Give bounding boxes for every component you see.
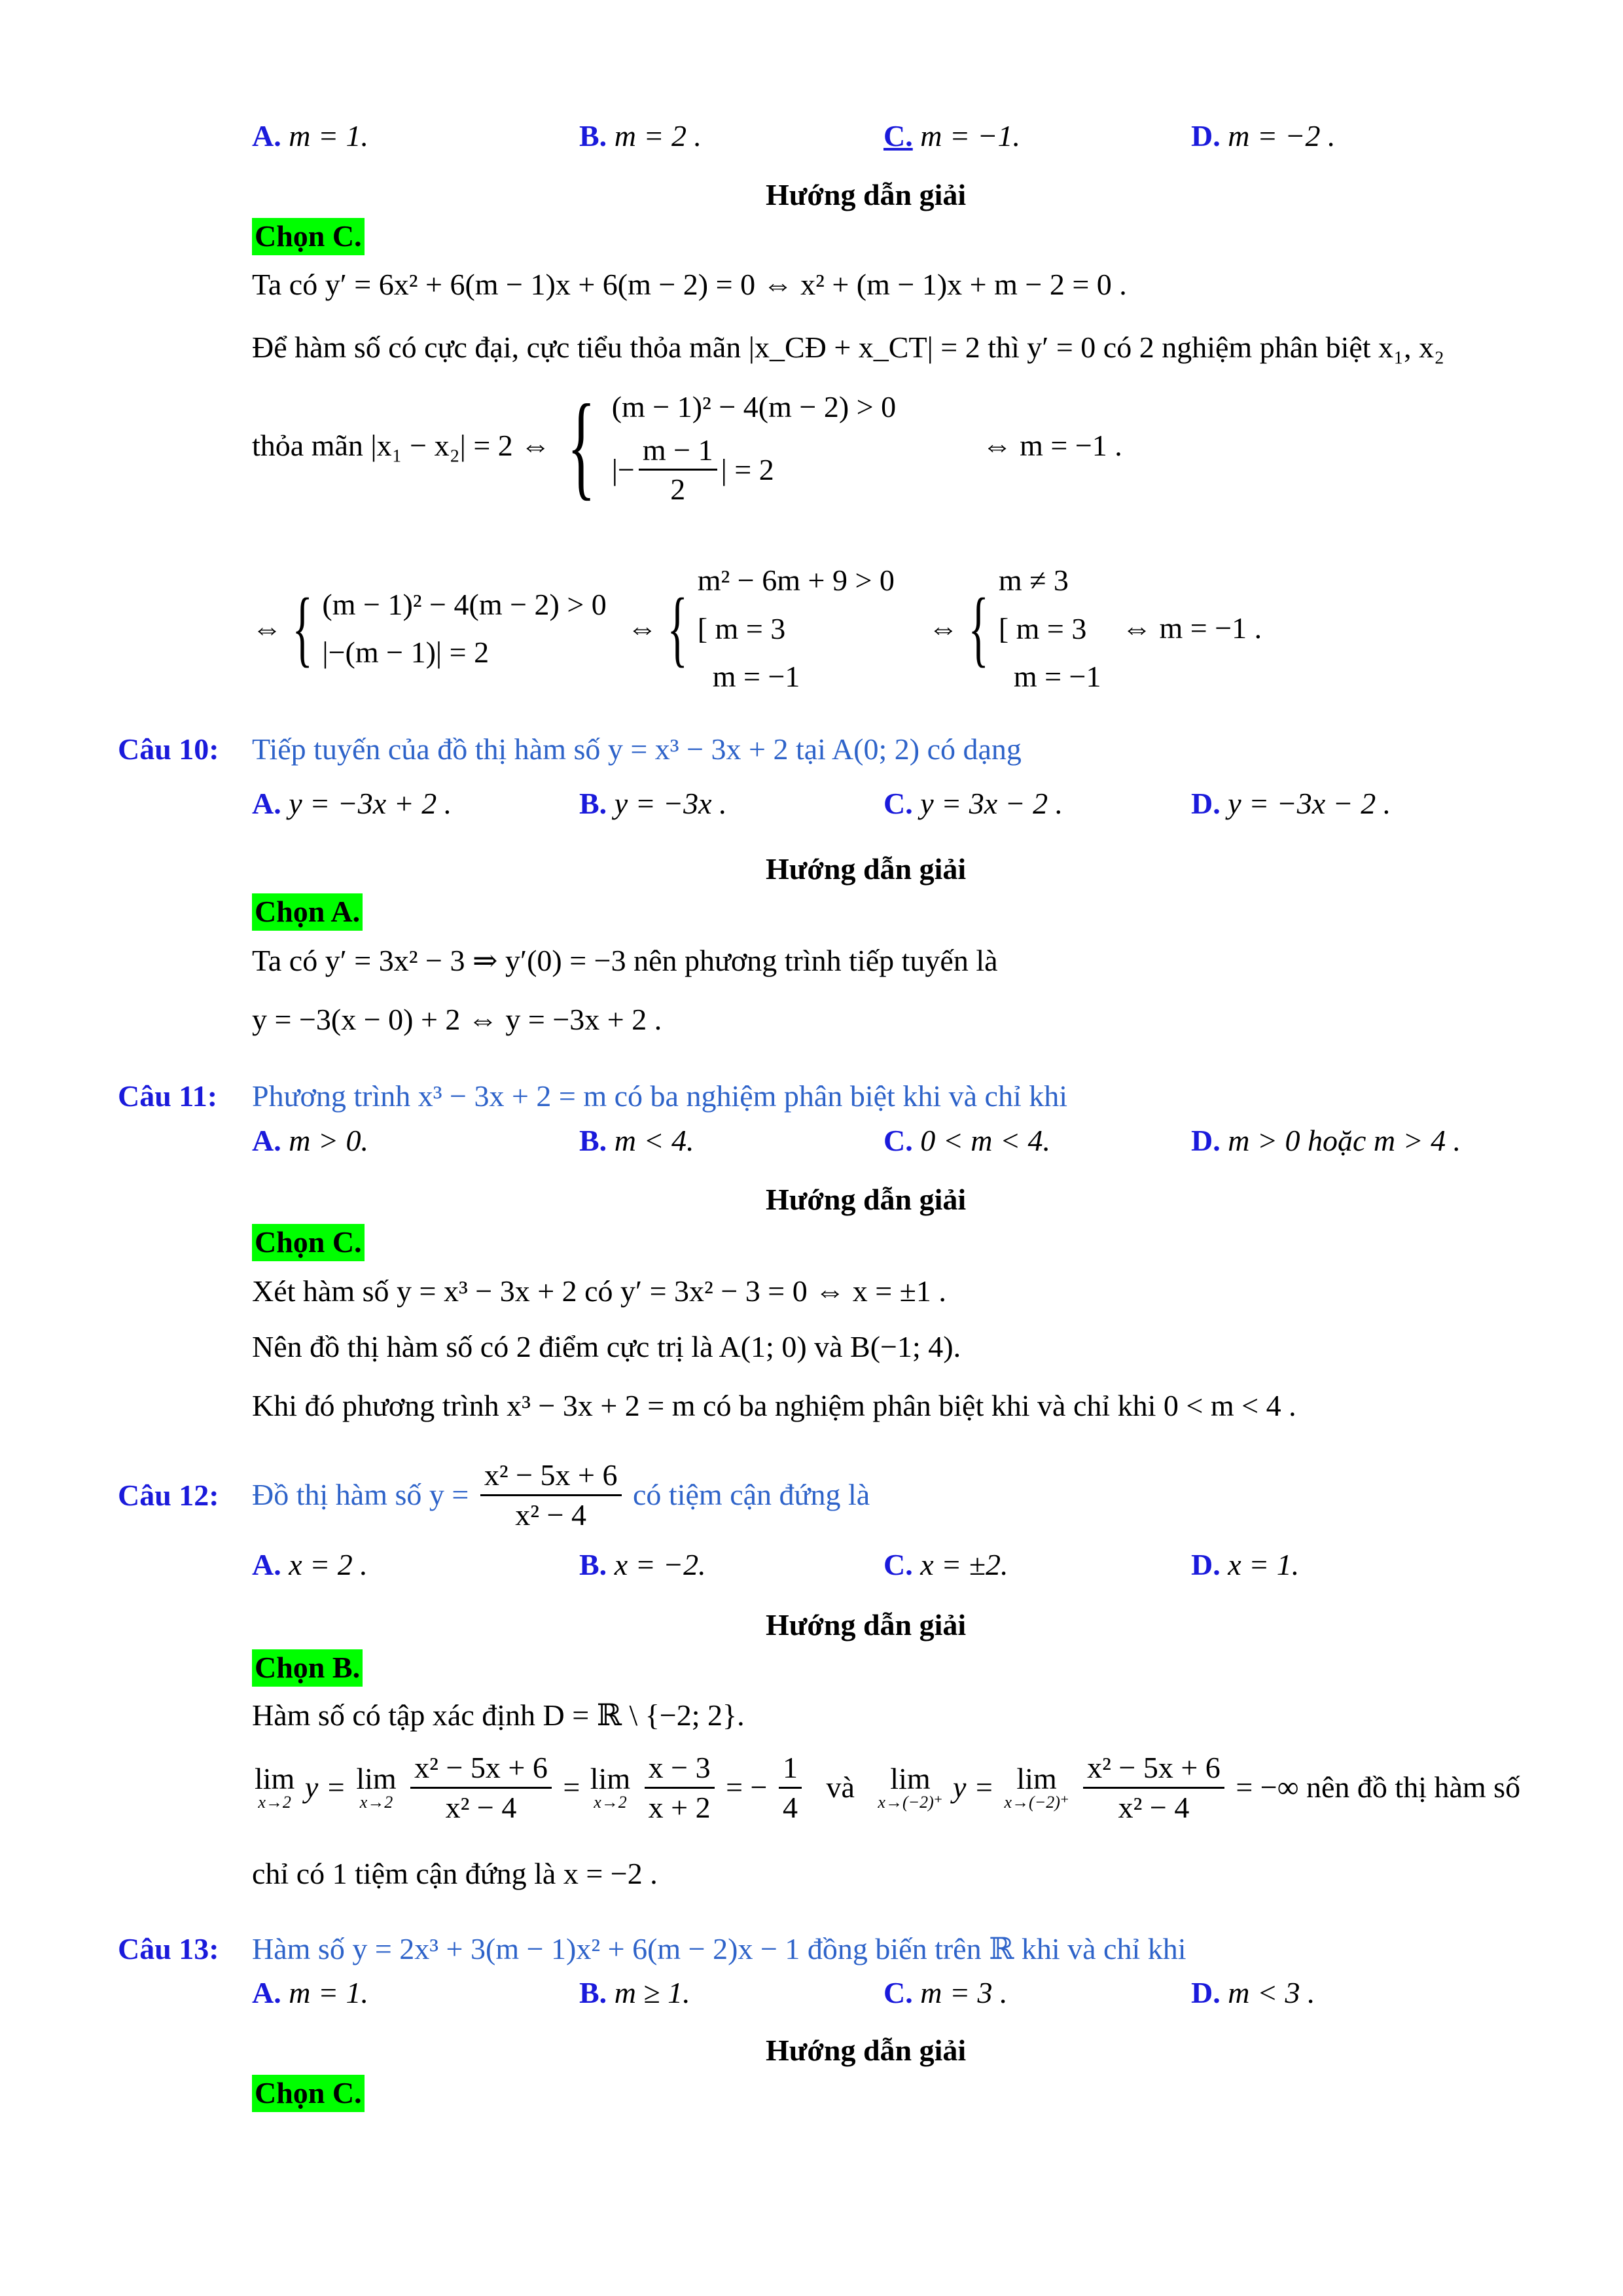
q9-solution-line1: Ta có y′ = 6x² + 6(m − 1)x + 6(m − 2) = 0 ⇔ x² + (m − 1)x + m − 2 = 0 . (252, 268, 1127, 301)
q13-label: Câu 13: (118, 1932, 219, 1965)
limit-3: lim x→2 (590, 1762, 631, 1812)
q9-option-b: B. m = 2 . (579, 119, 702, 152)
q9-system-1: (m − 1)² − 4(m − 2) > 0 |− $\frac{m - 1}{2}$ | = 2 (611, 390, 897, 507)
q10-solution-heading: Hướng dẫn giải (766, 852, 967, 886)
q9-option-d: D. m = −2 . (1191, 119, 1336, 152)
q11-solution-line3: Khi đó phương trình x³ − 3x + 2 = m có ba nghiệm phân biệt khi và chỉ khi 0 < m < 4 . (252, 1389, 1296, 1422)
q9-solution-line3: thỏa mãn |x₁ − x₂| = 2 ⇔ { (m − 1)² − 4(m − 2) > 0 |− $\frac{m - 1}{2}$ | = 2 ⇔ m = −1 . (252, 380, 1122, 511)
q13-option-b: B. m ≥ 1. (579, 1976, 690, 2009)
q9-answer-choice: Chọn C. (252, 218, 365, 255)
q11-label: Câu 11: (118, 1079, 218, 1113)
q12-option-a: A. x = 2 . (252, 1548, 368, 1581)
q11-option-b: B. m < 4. (579, 1124, 694, 1157)
q10-solution-line1: Ta có y′ = 3x² − 3 ⇒ y′(0) = −3 nên phương trình tiếp tuyến là (252, 944, 998, 977)
q11-option-c: C. 0 < m < 4. (883, 1124, 1051, 1157)
q10-solution-line2: y = −3(x − 0) + 2 ⇔ y = −3x + 2 . (252, 1003, 662, 1036)
q9-solution-heading: Hướng dẫn giải (766, 178, 967, 211)
q13-option-d: D. m < 3 . (1191, 1976, 1315, 2009)
q9-option-a: A. m = 1. (252, 119, 368, 152)
q9-solution-line4: ⇔ { (m − 1)² − 4(m − 2) > 0 |−(m − 1)| = 2 ⇔ { m² − 6m + 9 > 0 [ m = 3 m = −1 ⇔ { m ≠ 3 [ m = 3 m = −1 ⇔ m = −1 . (252, 556, 1262, 701)
q12-question-text: Đồ thị hàm số y = $\frac{\text{x² − 5x + 6}}{\text{x² − 4}}$ có tiệm cận đứng là (252, 1456, 870, 1534)
limit-4: lim x→(−2)⁺ (878, 1762, 943, 1812)
q11-answer-choice: Chọn C. (252, 1224, 365, 1261)
brace: { (567, 380, 596, 511)
q13-solution-heading: Hướng dẫn giải (766, 2034, 967, 2067)
q9-system-4: m ≠ 3 [ m = 3 m = −1 (998, 564, 1101, 694)
q11-solution-line1: Xét hàm số y = x³ − 3x + 2 có y′ = 3x² − 3 = 0 ⇔ x = ±1 . (252, 1274, 946, 1308)
q11-question-text: Phương trình x³ − 3x + 2 = m có ba nghiệm phân biệt khi và chỉ khi (252, 1079, 1067, 1113)
q12-label: Câu 12: (118, 1479, 219, 1512)
q11-solution-heading: Hướng dẫn giải (766, 1183, 967, 1216)
q9-system-3: m² − 6m + 9 > 0 [ m = 3 m = −1 (697, 564, 895, 694)
q11-solution-line2: Nên đồ thị hàm số có 2 điểm cực trị là A(1; 0) và B(−1; 4). (252, 1330, 961, 1363)
q13-option-a: A. m = 1. (252, 1976, 368, 2009)
q12-option-c: C. x = ±2. (883, 1548, 1008, 1581)
q10-question-text: Tiếp tuyến của đồ thị hàm số y = x³ − 3x + 2 tại A(0; 2) có dạng (252, 732, 1022, 766)
q12-solution-line3: chỉ có 1 tiệm cận đứng là x = −2 . (252, 1857, 658, 1890)
q12-option-d: D. x = 1. (1191, 1548, 1300, 1581)
q10-option-d: D. y = −3x − 2 . (1191, 787, 1391, 820)
q12-fraction: $\frac{\text{x² − 5x + 6}}{\text{x² − 4}}$ (480, 1456, 622, 1534)
q12-solution-heading: Hướng dẫn giải (766, 1608, 967, 1641)
q9-solution-line2: Để hàm số có cực đại, cực tiểu thỏa mãn |x_CĐ + x_CT| = 2 thì y′ = 0 có 2 nghiệm phân biệt x₁, x₂ (252, 331, 1445, 364)
q11-option-a: A. m > 0. (252, 1124, 368, 1157)
q10-option-b: B. y = −3x . (579, 787, 727, 820)
q10-option-a: A. y = −3x + 2 . (252, 787, 452, 820)
q12-solution-limits: lim x→2 y = lim x→2 $\frac{\text{x² − 5x + 6}}{\text{x² − 4}}$ = lim x→2 $\frac{x - 3}{x + 2}$ = − $\frac{1}{4}$ và lim x→(−2)⁺ y = lim x→(−2)⁺ $\frac{\text{x² − 5x + 6}}{\text{x² − 4}}$ = −∞ nên đồ thị hàm số (252, 1749, 1520, 1826)
q9-system-2: (m − 1)² − 4(m − 2) > 0 |−(m − 1)| = 2 (322, 587, 607, 670)
q12-solution-line1: Hàm số có tập xác định D = ℝ \ {−2; 2}. (252, 1698, 745, 1732)
q10-answer-choice: Chọn A. (252, 893, 363, 931)
q10-option-c: C. y = 3x − 2 . (883, 787, 1063, 820)
q11-option-d: D. m > 0 hoặc m > 4 . (1191, 1124, 1461, 1157)
q12-answer-choice: Chọn B. (252, 1649, 363, 1687)
limit-1: lim x→2 (255, 1762, 295, 1812)
limit-2: lim x→2 (356, 1762, 397, 1812)
q13-option-c: C. m = 3 . (883, 1976, 1008, 2009)
q13-question-text: Hàm số y = 2x³ + 3(m − 1)x² + 6(m − 2)x − 1 đồng biến trên ℝ khi và chỉ khi (252, 1932, 1186, 1965)
q9-option-c: C. m = −1. (883, 119, 1021, 152)
q12-option-b: B. x = −2. (579, 1548, 706, 1581)
q10-label: Câu 10: (118, 732, 219, 766)
limit-5: lim x→(−2)⁺ (1004, 1762, 1069, 1812)
q13-answer-choice: Chọn C. (252, 2075, 365, 2112)
